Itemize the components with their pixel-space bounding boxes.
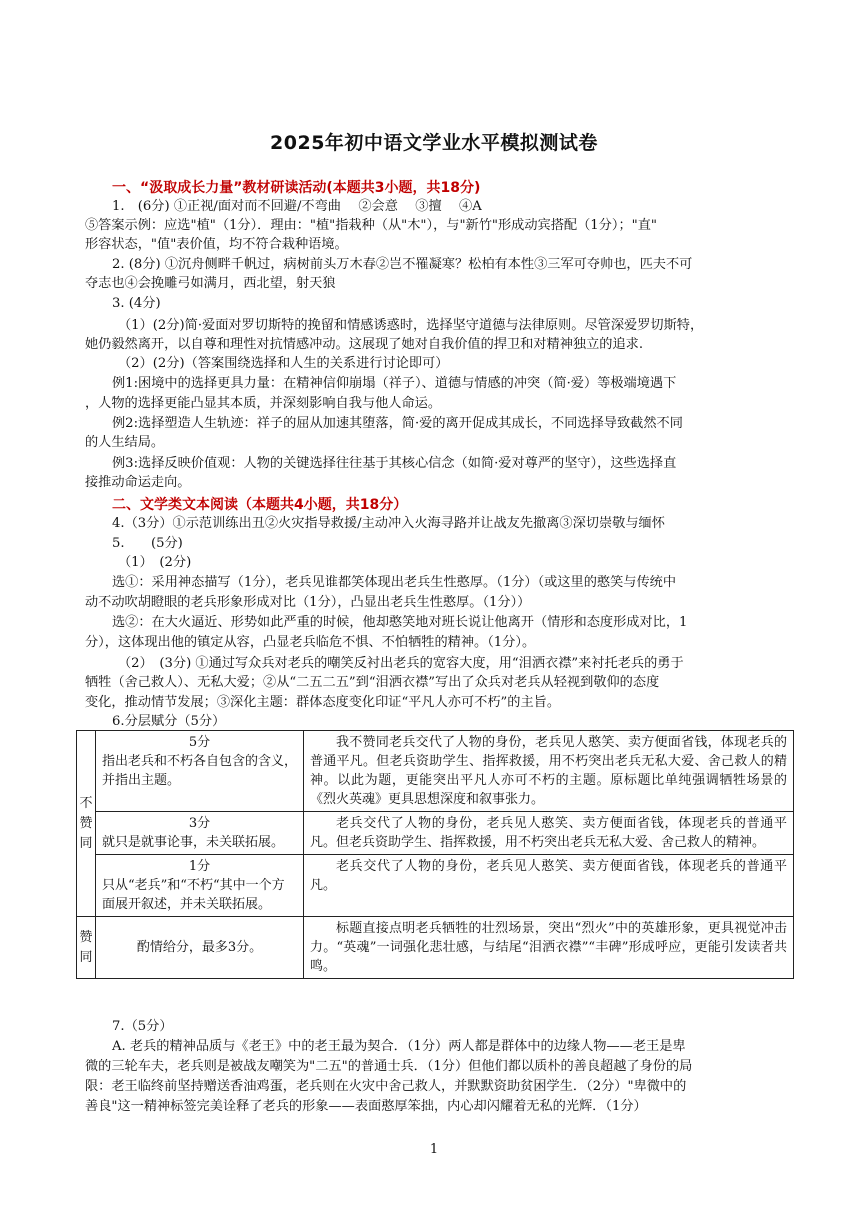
text-line: 5. (5分) <box>112 536 183 551</box>
text-line: 例2:选择塑造人生轨迹：祥子的屈从加速其堕落，简·爱的离开促成其成长，不同选择导致截然不同 <box>112 416 683 431</box>
criterion-cell <box>96 812 304 855</box>
text-line: 善良"这一精神标签完美诠释了老兵的形象——表面憨厚笨拙，内心却闪耀着无私的光辉．（1分） <box>85 1099 647 1114</box>
text-line: 4.（3分）①示范训练出丑②火灾指导救援/主动冲入火海寻路并让战友先撤离③深切崇敬与缅怀 <box>112 516 665 531</box>
points: 5分 <box>188 735 211 750</box>
criterion-text: 指出老兵和不朽各自包含的含义，并指出主题。 <box>102 754 298 788</box>
criterion-text: 酌情给分，最多3分。 <box>136 940 263 955</box>
text-line: （1） (2分) <box>118 555 192 570</box>
text-line: ⑤答案示例：应选"植"（1分）．理由："植"指栽种（从"木"），与"新竹"形成动宾搭配（1分）；"直" <box>85 218 657 233</box>
example-cell: 标题直接点明老兵牺牲的壮烈场景，突出“烈火”中的英雄形象，更具视觉冲击力。“英魂”一词强化悲壮感，与结尾“泪洒衣襟”“丰碑”形成呼应，更能引发读者共鸣。 <box>304 917 794 979</box>
text-line: 6.分层赋分（5分） <box>112 714 226 729</box>
table-row <box>77 731 794 812</box>
points: 3分 <box>188 816 211 831</box>
group-label-disagree: 不 赞 同 <box>77 731 96 917</box>
scoring-table <box>76 730 794 979</box>
text-line: 她仍毅然离开，以自尊和理性对抗情感冲动。这展现了她对自我价值的捍卫和对精神独立的追求. <box>85 337 644 352</box>
text-line: 7.（5分） <box>112 1019 173 1034</box>
text-line: 牺牲（舍己救人）、无私大爱；②从“二五二五”到“泪洒衣襟”写出了众兵对老兵从轻视到敬仰的态度 <box>85 675 660 690</box>
group-label-agree: 赞 同 <box>77 917 96 979</box>
text-line: （1）(2分)简·爱面对罗切斯特的挽留和情感诱惑时，选择坚守道德与法律原则。尽管深爱罗切斯特， <box>118 318 704 333</box>
text-line: 选②：在大火逼近、形势如此严重的时候，他却憨笑地对班长说让他离开（情形和态度形成对比，1 <box>112 615 688 630</box>
text-line: ，人物的选择更能凸显其本质，并深刻影响自我与他人命运。 <box>85 396 442 411</box>
text-line: 变化，推动情节发展；③深化主题：群体态度变化印证“平凡人亦可不朽”的主旨。 <box>85 695 561 710</box>
text-line: （2） (3分) ①通过写众兵对老兵的嘲笑反衬出老兵的宽容大度，用“泪洒衣襟”来衬托老兵的勇于 <box>118 656 684 671</box>
example-cell: 老兵交代了人物的身份，老兵见人憨笑、卖方便面省钱，体现老兵的普通平凡。 <box>304 855 794 917</box>
criterion-text: 就只是就事论事，未关联拓展。 <box>102 835 285 850</box>
text-line: 动不动吹胡瞪眼的老兵形象形成对比（1分），凸显出老兵生性憨厚。（1分）） <box>85 595 531 610</box>
text-line: 的人生结局。 <box>85 435 165 450</box>
table-row <box>77 812 794 855</box>
text-line: 例1:困境中的选择更具力量：在精神信仰崩塌（祥子）、道德与情感的冲突（简·爱）等极端境遇下 <box>112 376 677 391</box>
section-heading-2: 二、文学类文本阅读（本题共4小题，共18分） <box>112 497 408 513</box>
text-line: 接推动命运走向。 <box>85 475 191 490</box>
text-line: 例3:选择反映价值观：人物的关键选择往往基于其核心信念（如简·爱对尊严的坚守），这些选择直 <box>112 456 677 471</box>
text-line: 分），这体现出他的镇定从容，凸显老兵临危不惧、不怕牺牲的精神。（1分）。 <box>85 635 536 650</box>
text-line: 3. (4分) <box>112 296 161 311</box>
criterion-cell <box>96 731 304 812</box>
example-cell: 老兵交代了人物的身份，老兵见人憨笑、卖方便面省钱，体现老兵的普通平凡。但老兵资助学生、指挥救援，用不朽突出老兵无私大爱、舍己救人的精神。 <box>304 812 794 855</box>
text-line: 形容状态，"值"表价值，均不符合栽种语境。 <box>85 237 348 252</box>
text-line: 微的三轮车夫，老兵则是被战友嘲笑为"二五"的普通士兵．（1分）但他们都以质朴的善良超越了身份的局 <box>85 1059 693 1074</box>
text-line: 限：老王临终前坚持赠送香油鸡蛋，老兵则在火灾中舍己救人，并默默资助贫困学生．（2分）"卑微中的 <box>85 1079 687 1094</box>
page-number: 1 <box>429 1142 439 1157</box>
points: 1分 <box>188 859 211 874</box>
table-row <box>77 855 794 917</box>
text-line: 夺志也④会挽雕弓如满月，西北望，射天狼 <box>85 276 336 291</box>
criterion-cell <box>96 855 304 917</box>
example-cell: 我不赞同老兵交代了人物的身份，老兵见人憨笑、卖方便面省钱，体现老兵的普通平凡。但老兵资助学生、指挥救援，用不朽突出老兵无私大爱、舍己救人的精神。以此为题，更能突出平凡人亦可不朽的主题。原标题比单纯强调牺牲场景的《烈火英魂》更具思想深度和叙事张力。 <box>304 731 794 812</box>
section-heading-1: 一、“汲取成长力量”教材研读活动(本题共3小题，共18分) <box>112 180 481 196</box>
criterion-text: 只从“老兵”和“不朽“其中一个方面展开叙述，并未关联拓展。 <box>102 878 285 912</box>
table-row <box>77 917 794 979</box>
criterion-cell <box>96 917 304 979</box>
text-line: 选①：采用神态描写（1分），老兵见谁都笑体现出老兵生性憨厚。（1分）（或这里的憨笑与传统中 <box>112 575 677 590</box>
text-line: A. 老兵的精神品质与《老王》中的老王最为契合．（1分）两人都是群体中的边缘人物——老王是卑 <box>112 1039 686 1054</box>
text-line: 2. (8分) ①沉舟侧畔千帆过，病树前头万木春②岂不罹凝寒？松柏有本性③三军可夺帅也，匹夫不可 <box>112 257 693 272</box>
page-title: 2025年初中语文学业水平模拟测试卷 <box>270 132 598 154</box>
text-line: （2）(2分)（答案围绕选择和人生的关系进行讨论即可） <box>118 356 449 371</box>
text-line: 1. (6分) ①正视/面对而不回避/不弯曲 ②会意 ③擅 ④A <box>112 199 482 214</box>
